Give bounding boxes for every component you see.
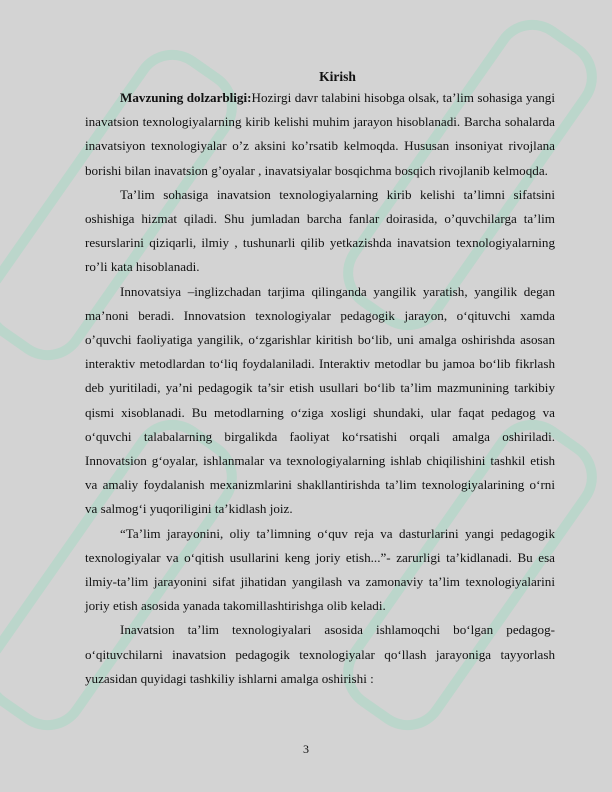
page-number: 3 <box>303 742 309 756</box>
paragraph-4: “Ta’lim jarayonini, oliy ta’limning o‘quv reja va dasturlarini yangi pedagogik texnologiyalar va o‘qitish usullarini keng joriy etish...”- zarurligi ta’kidlanadi. Bu esa ilmiy-ta’lim jarayonini sifat jihatidan yangilash va zamonaviy ta’lim texnologiyalarini joriy etish asosida yanada takomillashtirishga olib keladi. <box>85 525 555 614</box>
page-title: Kirish <box>319 69 356 84</box>
paragraph-1 <box>85 86 555 183</box>
paragraph-2: Ta’lim sohasiga inavatsion texnologiyalarning kirib kelishi ta’limni sifatsini oshishiga hizmat qiladi. Shu jumladan barcha fanlar doirasida, o’quvchilarga ta’lim resurslarini qiziqarli, ilmiy , tushunarli qilib yetkazishda inavatsion texnologiyalarning ro’li kata hisoblanadi. <box>85 186 555 275</box>
paragraph-lead: Mavzuning dolzarbligi: <box>120 90 252 105</box>
paragraph-3: Innovatsiya –inglizchadan tarjima qilinganda yangilik yaratish, yangilik degan ma’noni beradi. Innovatsion texnologiyalar pedagogik jarayon, o‘qituvchi xamda o’quvchi faoliyatiga yangilik, o‘zgarishlar kiritish bo‘lib, uni amalga oshirishda asosan interaktiv metodlardan to‘liq foydalaniladi. Interaktiv metodlar bu jamoa bo‘lib fikrlash deb yuritiladi, ya’ni pedagogik ta’sir etish usullari bo‘lib ta’lim mazmunining tarkibiy qismi xisoblanadi. Bu metodlarning o‘ziga xosligi shundaki, ular faqat pedagog va o‘quvchi talabalarning birgalikda faoliyat ko‘rsatishi orqali amalga oshiriladi. Innovatsion g‘oyalar, ishlanmalar va texnologiyalarning ishlab chiqilishini tashkil etish va amaliy foydalanish mexanizmlarini shakllantirishda ta’lim texnologiyalarining o‘rni va salmog‘i yuqoriligini ta’kidlash joiz. <box>85 283 555 517</box>
paragraph-text: Hozirgi davr talabini hisobga olsak, ta’lim sohasiga yangi inavatsion texnologiyalarning kirib kelishi muhim jarayon hisoblanadi. Barcha sohalarda inavatsiyon texnologiyalar o’z aksini ko’rsatib kelmoqda. Hususan insoniyat rivojlana borishi bilan inavatsion g’oyalar , inavatsiyalar bosqichma bosqich rivojlanib kelmoqda. <box>85 90 555 178</box>
paragraph-5: Inavatsion ta’lim texnologiyalari asosida ishlamoqchi bo‘lgan pedagog-o‘qituvchilarni inavatsion pedagogik texnologiyalar qo‘llash jarayoniga tayyorlash yuzasidan quyidagi tashkiliy ishlarni amalga oshirishi : <box>85 622 555 686</box>
document-page <box>85 68 555 691</box>
